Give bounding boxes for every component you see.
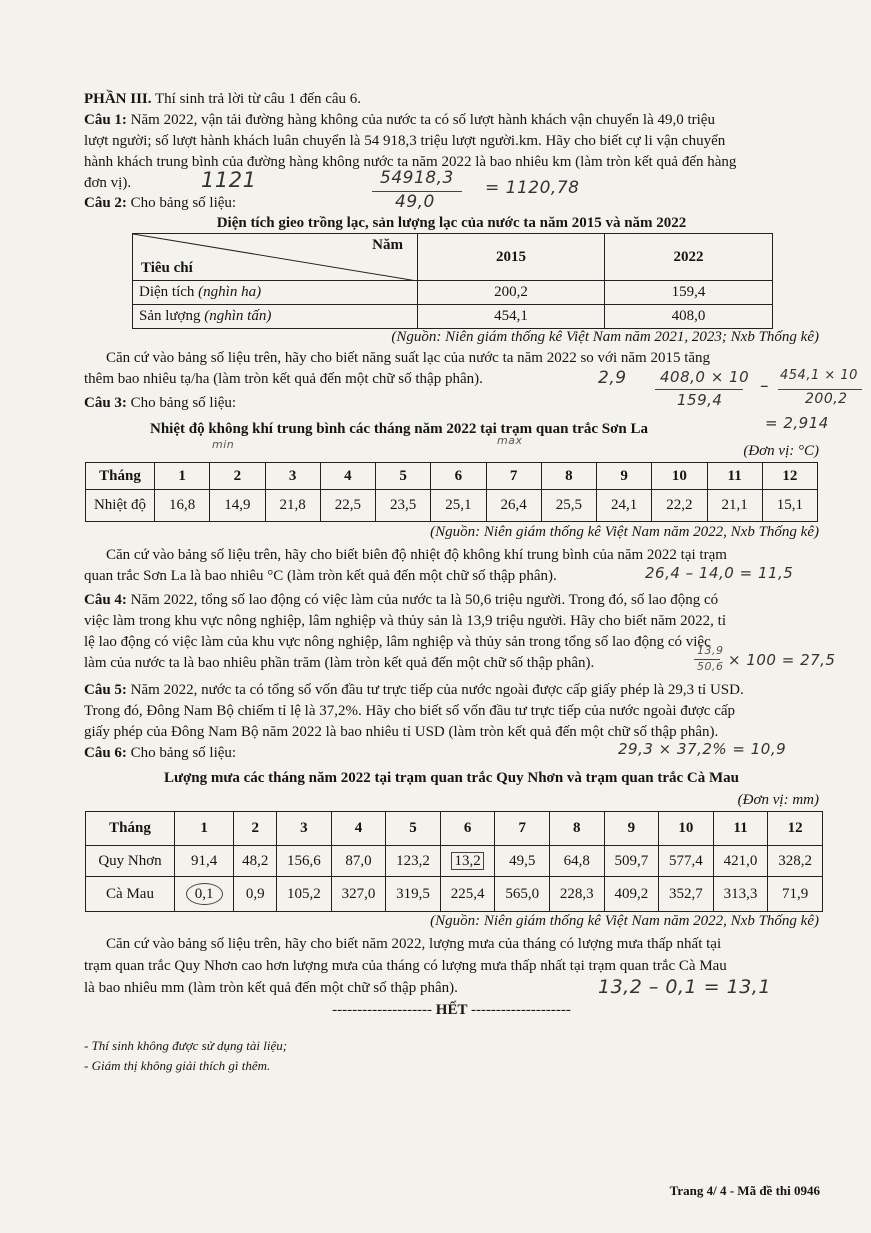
q3-question-a: Căn cứ vào bảng số liệu trên, hãy cho biết biên độ nhiệt độ không khí trung bình của năm 2022 tại trạm — [106, 547, 727, 563]
q3-hand-max: max — [497, 434, 523, 447]
q6-unit: (Đơn vị: mm) — [737, 792, 819, 808]
q3-month: 8 — [541, 463, 596, 490]
q3-month: 10 — [652, 463, 707, 490]
q4-text-b: việc làm trong khu vực nông nghiệp, lâm nghiệp và thủy sản là 13,9 triệu người. Hãy cho biết năm 2022, tỉ — [84, 613, 726, 629]
table-row — [86, 463, 818, 490]
q6-quynhon-min — [440, 846, 495, 877]
q5-text-b: Trong đó, Đông Nam Bộ chiếm tỉ lệ là 37,2%. Hãy cho biết số vốn đầu tư trực tiếp của nước ngoài được cấp — [84, 703, 736, 719]
q2-cell: 408,0 — [605, 305, 773, 329]
q5-text-c: giấy phép của Đông Nam Bộ năm 2022 là bao nhiêu tỉ USD (làm tròn kết quả đến một chữ số thập phân). — [84, 724, 719, 740]
q3-hand-calc: 26,4 – 14,0 = 11,5 — [645, 564, 794, 582]
q4-text-d: làm của nước ta là bao nhiêu phần trăm (làm tròn kết quả đến một chữ số thập phân). — [84, 655, 595, 671]
q3-unit: (Đơn vị: °C) — [743, 443, 819, 459]
table-row — [86, 812, 823, 846]
q6-quynhon: 123,2 — [386, 846, 441, 877]
q2-row-label — [133, 281, 418, 305]
q3-month: 1 — [155, 463, 210, 490]
q6-month: 4 — [331, 812, 386, 846]
q3-temp: 24,1 — [597, 490, 652, 522]
q5-label: Câu 5: — [84, 682, 127, 698]
q1-label: Câu 1: — [84, 112, 127, 128]
q6-camau-min — [175, 877, 234, 912]
q3-month: 6 — [431, 463, 486, 490]
q4-text-a: Năm 2022, tổng số lao động có việc làm của nước ta là 50,6 triệu người. Trong đó, số lao động có — [130, 592, 719, 608]
q2-hand-result: = 2,914 — [765, 414, 829, 432]
q6-month: 12 — [768, 812, 823, 846]
q3-label: Câu 3: — [84, 395, 127, 411]
q1-text-c: hành khách trung bình của đường hàng không nước ta năm 2022 là bao nhiêu km (làm tròn kết quả đến hàng — [84, 154, 737, 170]
q2-year-2015: 2015 — [418, 234, 605, 281]
q6-camau: 409,2 — [604, 877, 659, 912]
q6-row2-label: Quy Nhơn — [86, 846, 175, 877]
q3-table-title: Nhiệt độ không khí trung bình các tháng năm 2022 tại trạm quan trắc Sơn La — [150, 421, 648, 437]
q6-table-title: Lượng mưa các tháng năm 2022 tại trạm quan trắc Quy Nhơn và trạm quan trắc Cà Mau — [163, 770, 740, 786]
q2-intro: Cho bảng số liệu: — [130, 195, 237, 211]
q6-camau: 105,2 — [277, 877, 332, 912]
end-dashes-left: -------------------- — [332, 1002, 433, 1018]
q2-hand-den1: 159,4 — [677, 391, 723, 409]
q6-month: 1 — [175, 812, 234, 846]
q6-camau: 71,9 — [768, 877, 823, 912]
q6-question-b: trạm quan trắc Quy Nhơn cao hơn lượng mưa của tháng có lượng mưa thấp nhất tại trạm quan trắc Cà Mau — [84, 958, 727, 974]
q2-line — [84, 193, 819, 214]
q2-label: Câu 2: — [84, 195, 127, 211]
q6-quynhon-min-box: 13,2 — [451, 852, 483, 870]
q2-hand-answer: 2,9 — [598, 368, 627, 388]
q2-question-b: thêm bao nhiêu tạ/ha (làm tròn kết quả đến một chữ số thập phân). — [84, 371, 483, 387]
q6-month: 3 — [277, 812, 332, 846]
q6-month: 2 — [234, 812, 277, 846]
q1-text-a: Năm 2022, vận tải đường hàng không của nước ta có số lượt hành khách vận chuyển là 49,0 triệu — [130, 112, 715, 128]
q2-source: (Nguồn: Niên giám thống kê Việt Nam năm 2021, 2023; Nxb Thống kê) — [391, 329, 819, 345]
q6-row3-label: Cà Mau — [86, 877, 175, 912]
q3-temp: 22,5 — [320, 490, 375, 522]
q6-source: (Nguồn: Niên giám thống kê Việt Nam năm 2022, Nxb Thống kê) — [430, 913, 819, 929]
q3-temp: 14,9 — [210, 490, 265, 522]
q2-corner-cell — [133, 234, 418, 281]
q6-month: 10 — [659, 812, 714, 846]
q6-camau: 0,9 — [234, 877, 277, 912]
q6-camau: 327,0 — [331, 877, 386, 912]
q3-question-b: quan trắc Sơn La là bao nhiêu °C (làm tròn kết quả đến một chữ số thập phân). — [84, 568, 557, 584]
q1-hand-answer: 1121 — [201, 168, 257, 192]
q3-temp: 21,8 — [265, 490, 320, 522]
q4-line-a — [84, 590, 819, 611]
q6-quynhon: 156,6 — [277, 846, 332, 877]
q2-row-label-text: Sản lượng — [139, 308, 201, 324]
q3-month: 3 — [265, 463, 320, 490]
q6-quynhon: 48,2 — [234, 846, 277, 877]
q2-table — [132, 233, 773, 329]
q5-text-a: Năm 2022, nước ta có tổng số vốn đầu tư trực tiếp của nước ngoài được cấp giấy phép là 29,3 tỉ USD. — [130, 682, 744, 698]
q6-question-a: Căn cứ vào bảng số liệu trên, hãy cho biết năm 2022, lượng mưa của tháng có lượng mưa thấp nhất tại — [106, 936, 722, 952]
q2-table-title: Diện tích gieo trồng lạc, sản lượng lạc của nước ta năm 2015 và năm 2022 — [216, 215, 687, 231]
q6-month: 8 — [549, 812, 604, 846]
q3-intro: Cho bảng số liệu: — [130, 395, 237, 411]
q6-month: 9 — [604, 812, 659, 846]
q2-cell: 200,2 — [418, 281, 605, 305]
q3-temp: 22,2 — [652, 490, 707, 522]
q6-quynhon: 577,4 — [659, 846, 714, 877]
q6-label: Câu 6: — [84, 745, 127, 761]
q3-month: 12 — [762, 463, 817, 490]
q1-text-d: đơn vị). — [84, 175, 132, 191]
q6-month: 7 — [495, 812, 550, 846]
q1-text-b: lượt người; số lượt hành khách luân chuyển là 54 918,3 triệu lượt người.km. Hãy cho biết cự li vận chuyển — [84, 133, 726, 149]
q3-month: 7 — [486, 463, 541, 490]
table-row — [86, 490, 818, 522]
part-heading: PHẦN III. — [84, 91, 152, 107]
q3-temp: 25,5 — [541, 490, 596, 522]
q5-line-a — [84, 680, 819, 701]
q2-row-label-text: Diện tích — [139, 284, 195, 300]
q2-hand-num2: 454,1 × 10 — [780, 368, 858, 383]
q3-month: 4 — [320, 463, 375, 490]
q6-camau: 319,5 — [386, 877, 441, 912]
q3-row2-label: Nhiệt độ — [86, 490, 155, 522]
q6-intro: Cho bảng số liệu: — [130, 745, 237, 761]
q6-quynhon: 421,0 — [713, 846, 768, 877]
q6-quynhon: 509,7 — [604, 846, 659, 877]
q2-cell: 159,4 — [605, 281, 773, 305]
q6-camau-min-circle: 0,1 — [186, 883, 223, 905]
q6-camau: 225,4 — [440, 877, 495, 912]
q6-camau: 313,3 — [713, 877, 768, 912]
q3-month: 2 — [210, 463, 265, 490]
q2-hand-den2: 200,2 — [805, 391, 848, 407]
q6-quynhon: 49,5 — [495, 846, 550, 877]
q6-quynhon: 64,8 — [549, 846, 604, 877]
q2-row-label — [133, 305, 418, 329]
q2-question-a: Căn cứ vào bảng số liệu trên, hãy cho biết năng suất lạc của nước ta năm 2022 so với năm 2015 tăng — [106, 350, 711, 366]
q6-camau: 352,7 — [659, 877, 714, 912]
q3-temp: 23,5 — [376, 490, 431, 522]
q3-source: (Nguồn: Niên giám thống kê Việt Nam năm 2022, Nxb Thống kê) — [430, 524, 819, 540]
part-instruction: Thí sinh trả lời từ câu 1 đến câu 6. — [155, 91, 362, 107]
q1-hand-result: = 1120,78 — [485, 178, 580, 198]
q2-hand-minus: – — [760, 376, 769, 396]
q3-month: 5 — [376, 463, 431, 490]
q6-month: 11 — [713, 812, 768, 846]
note-2: - Giám thị không giải thích gì thêm. — [84, 1058, 271, 1073]
q6-quynhon: 87,0 — [331, 846, 386, 877]
q4-hand-num: 13,9 — [697, 644, 724, 657]
q2-hand-bar1 — [655, 389, 743, 390]
q5-hand-calc: 29,3 × 37,2% = 10,9 — [618, 740, 787, 758]
q6-month: 6 — [440, 812, 495, 846]
q6-quynhon: 328,2 — [768, 846, 823, 877]
q4-hand-rest: × 100 = 27,5 — [728, 651, 836, 669]
q6-row1-label: Tháng — [86, 812, 175, 846]
q1-hand-den: 49,0 — [395, 192, 435, 212]
q6-hand-calc: 13,2 – 0,1 = 13,1 — [598, 976, 771, 998]
q2-corner-top: Năm — [372, 237, 403, 253]
q4-text-c: lệ lao động có việc làm của khu vực nông nghiệp, lâm nghiệp và thủy sản trong tổng số lao động có việc — [84, 634, 711, 650]
end-mark: HẾT — [435, 1002, 468, 1018]
note-1: - Thí sinh không được sử dụng tài liệu; — [84, 1038, 288, 1053]
q6-month: 5 — [386, 812, 441, 846]
q6-quynhon: 91,4 — [175, 846, 234, 877]
q4-label: Câu 4: — [84, 592, 127, 608]
q1-line-a — [84, 110, 819, 131]
q2-row-unit: (nghìn tấn) — [204, 308, 272, 324]
table-row — [86, 877, 823, 912]
q3-month: 9 — [597, 463, 652, 490]
table-row — [86, 846, 823, 877]
q3-temp: 26,4 — [486, 490, 541, 522]
q6-camau: 228,3 — [549, 877, 604, 912]
q2-year-2022: 2022 — [605, 234, 773, 281]
q4-hand-den: 50,6 — [697, 660, 724, 673]
q2-cell: 454,1 — [418, 305, 605, 329]
q1-hand-num: 54918,3 — [380, 168, 454, 188]
q3-temp: 15,1 — [762, 490, 817, 522]
page-footer: Trang 4/ 4 - Mã đề thi 0946 — [669, 1183, 820, 1198]
q6-camau: 565,0 — [495, 877, 550, 912]
q3-temp: 16,8 — [155, 490, 210, 522]
q6-table — [85, 811, 823, 912]
part-heading-line — [84, 89, 819, 110]
q3-line — [84, 393, 819, 414]
q2-hand-bar2 — [778, 389, 862, 390]
q2-row-unit: (nghìn ha) — [198, 284, 262, 300]
table-row — [133, 305, 773, 329]
q6-question-c: là bao nhiêu mm (làm tròn kết quả đến một chữ số thập phân). — [84, 980, 458, 996]
q3-row1-label: Tháng — [86, 463, 155, 490]
table-row — [133, 281, 773, 305]
q2-corner-bottom: Tiêu chí — [141, 260, 193, 276]
q3-temp: 25,1 — [431, 490, 486, 522]
q3-hand-min: min — [212, 438, 235, 451]
q3-table — [85, 462, 818, 522]
q3-temp: 21,1 — [707, 490, 762, 522]
end-dashes-right: -------------------- — [470, 1002, 571, 1018]
q2-hand-num1: 408,0 × 10 — [660, 368, 750, 386]
q3-month: 11 — [707, 463, 762, 490]
end-mark-line — [84, 1000, 819, 1021]
